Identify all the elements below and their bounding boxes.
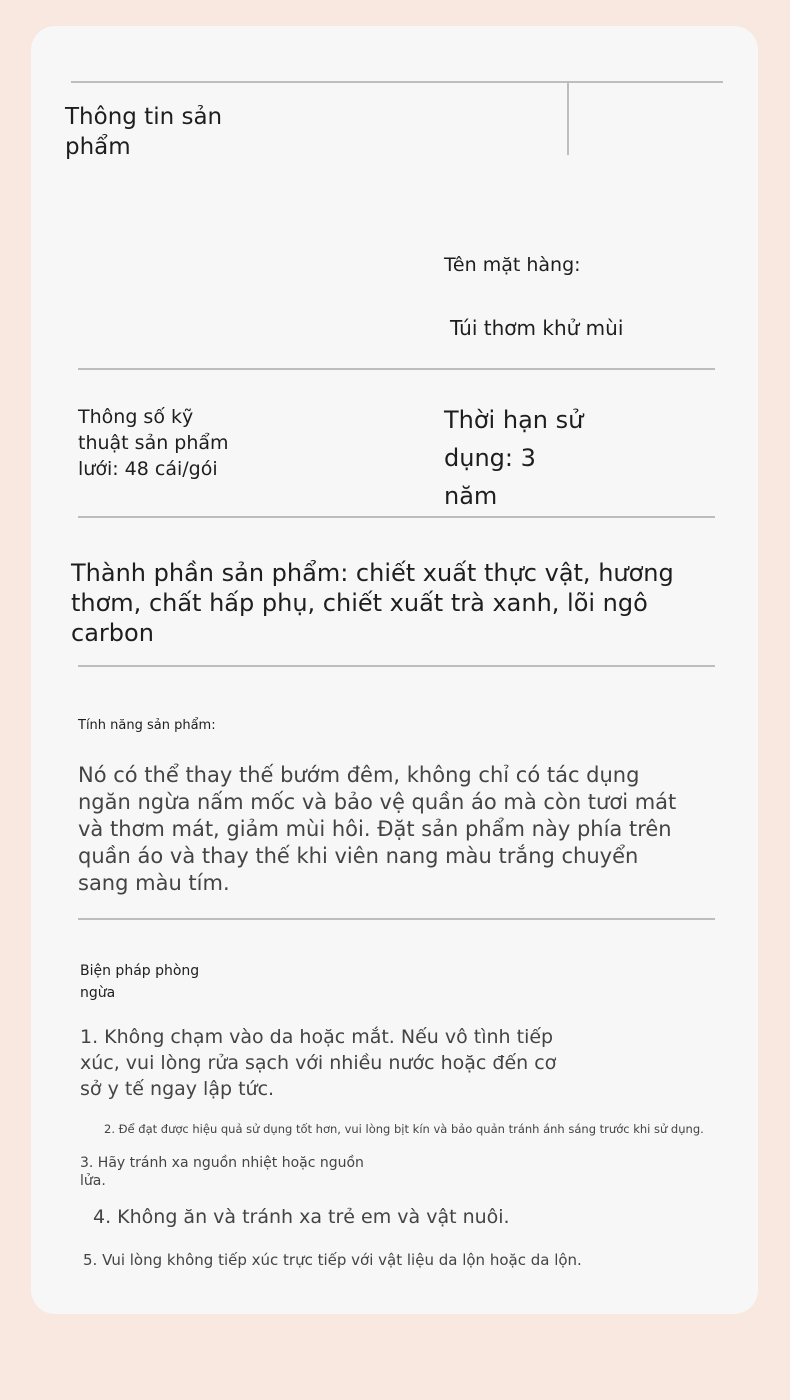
product-name-value: Túi thơm khử mùi — [450, 316, 624, 340]
specs-text: Thông số kỹ thuật sản phẩm lưới: 48 cái/gói — [78, 406, 229, 480]
top-divider — [71, 81, 723, 83]
ingredients-text: Thành phần sản phẩm: chiết xuất thực vật, hương thơm, chất hấp phụ, chiết xuất trà xanh, lõi ngô carbon — [71, 559, 674, 647]
divider-1 — [78, 368, 715, 370]
precaution-item-1: 1. Không chạm vào da hoặc mắt. Nếu vô tình tiếp xúc, vui lòng rửa sạch với nhiều nước hoặc đến cơ sở y tế ngay lập tức. — [80, 1026, 557, 1100]
section-title: Thông tin sản phẩm — [65, 104, 223, 160]
header-vertical-divider — [567, 83, 569, 155]
divider-2 — [78, 516, 715, 518]
features-text: Nó có thể thay thế bướm đêm, không chỉ có tác dụng ngăn ngừa nấm mốc và bảo vệ quần áo mà còn tươi mát và thơm mát, giảm mùi hôi. Đặt sản phẩm này phía trên quần áo và thay thế khi viên nang màu trắng chuyển sang màu tím. — [78, 763, 677, 895]
info-card — [31, 26, 758, 1314]
shelf-life-text: Thời hạn sử dụng: 3 năm — [444, 406, 584, 510]
features-label: Tính năng sản phẩm: — [78, 718, 216, 733]
product-name-label: Tên mặt hàng: — [444, 254, 581, 276]
precaution-item-4: 4. Không ăn và tránh xa trẻ em và vật nuôi. — [93, 1206, 510, 1228]
precaution-item-3: 3. Hãy tránh xa nguồn nhiệt hoặc nguồn lửa. — [80, 1155, 364, 1189]
precaution-item-2: 2. Để đạt được hiệu quả sử dụng tốt hơn, vui lòng bịt kín và bảo quản tránh ánh sáng trước khi sử dụng. — [104, 1122, 704, 1136]
precaution-item-5: 5. Vui lòng không tiếp xúc trực tiếp với vật liệu da lộn hoặc da lộn. — [83, 1251, 582, 1269]
precautions-label: Biện pháp phòng ngừa — [80, 963, 200, 1001]
divider-4 — [78, 918, 715, 920]
divider-3 — [78, 665, 715, 667]
